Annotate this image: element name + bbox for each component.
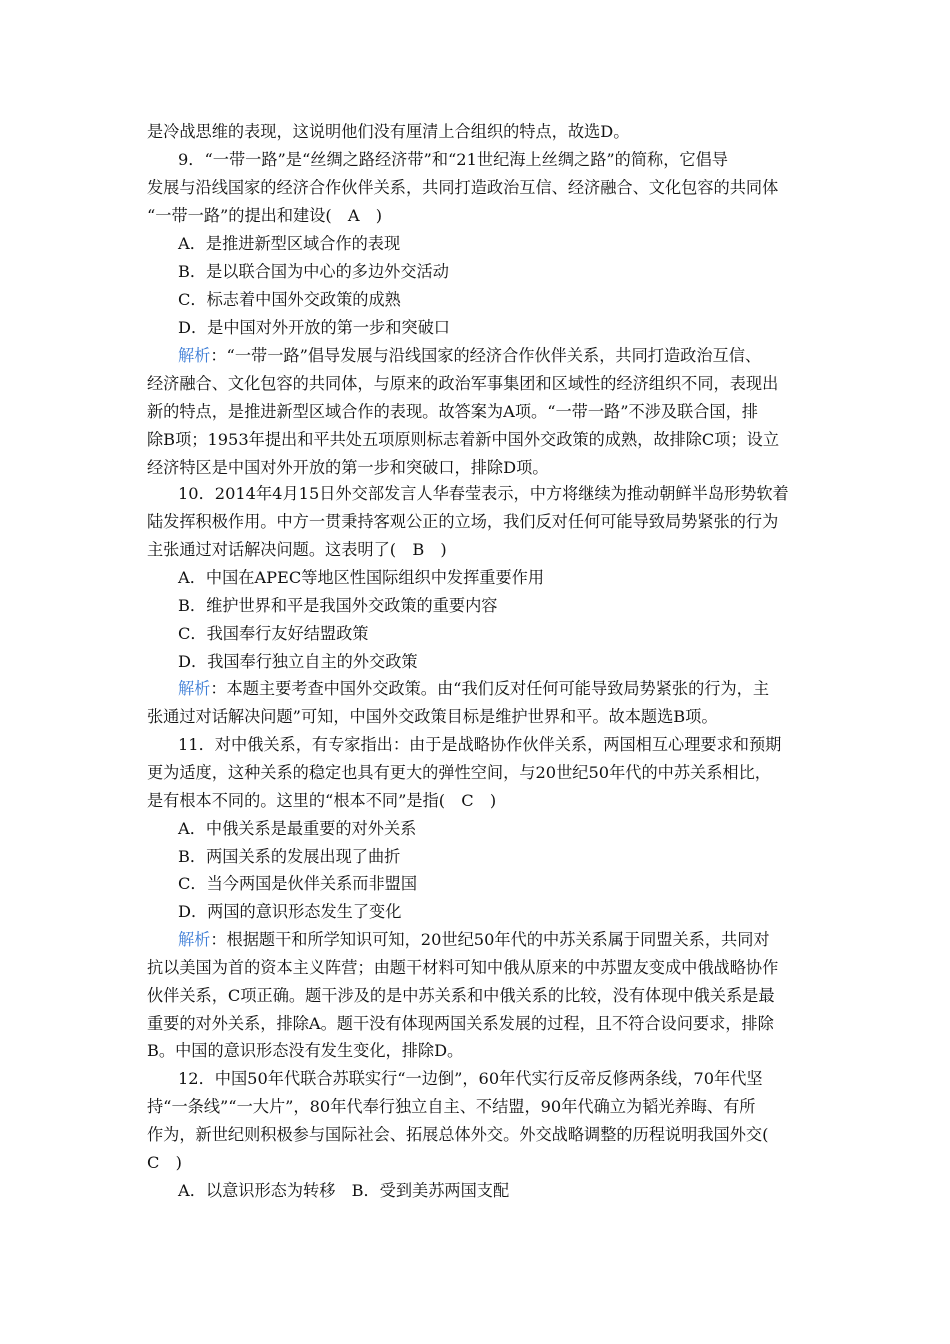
q9-analysis-text-1: ：“一带一路”倡导发展与沿线国家的经济合作伙伴关系，共同打造政治互信、	[210, 346, 762, 365]
q9-stem-line-1: 9．“一带一路”是“丝绸之路经济带”和“21世纪海上丝绸之路”的简称，它倡导	[178, 150, 728, 169]
q12-stem-line-2: 持“一条线”“一大片”，80年代奉行独立自主、不结盟，90年代确立为韬光养晦、有所	[147, 1097, 756, 1116]
q9-stem-line-2: 发展与沿线国家的经济合作伙伴关系，共同打造政治互信、经济融合、文化包容的共同体	[147, 178, 779, 197]
q9-stem-line-3: “一带一路”的提出和建设( A )	[147, 206, 383, 225]
q10-analysis-label: 解析	[178, 679, 211, 698]
continuation-line: 是冷战思维的表现，这说明他们没有厘清上合组织的特点，故选D。	[147, 122, 630, 141]
q11-analysis-line-5: B。中国的意识形态没有发生变化，排除D。	[147, 1041, 464, 1060]
q10-option-c: C．我国奉行友好结盟政策	[178, 624, 369, 643]
q9-analysis-line-2: 经济融合、文化包容的共同体，与原来的政治军事集团和区域性的经济组织不同，表现出	[147, 374, 779, 393]
q9-option-a: A．是推进新型区域合作的表现	[178, 234, 401, 253]
q9-analysis-line-5: 经济特区是中国对外开放的第一步和突破口，排除D项。	[147, 458, 549, 477]
q12-stem-line-1: 12．中国50年代联合苏联实行“一边倒”，60年代实行反帝反修两条线，70年代坚	[178, 1069, 763, 1088]
q11-option-c: C．当今两国是伙伴关系而非盟国	[178, 874, 418, 893]
q11-stem-line-2: 更为适度，这种关系的稳定也具有更大的弹性空间，与20世纪50年代的中苏关系相比，	[147, 763, 771, 782]
q9-analysis-label: 解析	[178, 346, 211, 365]
q11-analysis-line-2: 抗以美国为首的资本主义阵营；由题干材料可知中俄从原来的中苏盟友变成中俄战略协作	[147, 958, 779, 977]
q9-analysis-line-3: 新的特点，是推进新型区域合作的表现。故答案为A项。“一带一路”不涉及联合国，排	[147, 402, 758, 421]
q10-analysis-text-1: ：本题主要考查中国外交政策。由“我们反对任何可能导致局势紧张的行为，主	[210, 679, 770, 698]
q10-stem-line-1: 10．2014年4月15日外交部发言人华春莹表示，中方将继续为推动朝鲜半岛形势软着	[178, 484, 789, 503]
q9-option-c: C．标志着中国外交政策的成熟	[178, 290, 401, 309]
q10-option-b: B．维护世界和平是我国外交政策的重要内容	[178, 596, 498, 615]
q11-stem-line-3: 是有根本不同的。这里的“根本不同”是指( C )	[147, 791, 497, 810]
q12-option-ab: A．以意识形态为转移 B．受到美苏两国支配	[178, 1181, 510, 1200]
q11-option-a: A．中俄关系是最重要的对外关系	[178, 819, 417, 838]
q12-stem-line-4: C )	[147, 1153, 182, 1172]
q11-analysis-text-1: ：根据题干和所学知识可知，20世纪50年代的中苏关系属于同盟关系，共同对	[210, 930, 770, 949]
q11-option-d: D．两国的意识形态发生了变化	[178, 902, 402, 921]
q10-stem-line-3: 主张通过对话解决问题。这表明了( B )	[147, 540, 447, 559]
q9-analysis-line-1	[178, 345, 838, 367]
q9-option-b: B．是以联合国为中心的多边外交活动	[178, 262, 449, 281]
q10-analysis-line-2: 张通过对话解决问题”可知，中国外交政策目标是维护世界和平。故本题选B项。	[147, 707, 718, 726]
q11-analysis-line-3: 伙伴关系，C项正确。题干涉及的是中苏关系和中俄关系的比较，没有体现中俄关系是最	[147, 986, 775, 1005]
q10-analysis-line-1	[178, 678, 838, 700]
q9-option-d: D．是中国对外开放的第一步和突破口	[178, 318, 450, 337]
q11-analysis-label: 解析	[178, 930, 211, 949]
q11-stem-line-1: 11．对中俄关系，有专家指出：由于是战略协作伙伴关系，两国相互心理要求和预期	[178, 735, 782, 754]
q11-option-b: B．两国关系的发展出现了曲折	[178, 847, 401, 866]
q10-option-a: A．中国在APEC等地区性国际组织中发挥重要作用	[178, 568, 545, 587]
q9-analysis-line-4: 除B项；1953年提出和平共处五项原则标志着新中国外交政策的成熟，故排除C项；设立	[147, 430, 780, 449]
q11-analysis-line-1	[178, 929, 838, 951]
q12-stem-line-3: 作为，新世纪则积极参与国际社会、拓展总体外交。外交战略调整的历程说明我国外交(	[147, 1125, 769, 1144]
q10-stem-line-2: 陆发挥积极作用。中方一贯秉持客观公正的立场，我们反对任何可能导致局势紧张的行为	[147, 512, 779, 531]
q11-analysis-line-4: 重要的对外关系，排除A。题干没有体现两国关系发展的过程，且不符合设问要求，排除	[147, 1014, 774, 1033]
q10-option-d: D．我国奉行独立自主的外交政策	[178, 652, 418, 671]
